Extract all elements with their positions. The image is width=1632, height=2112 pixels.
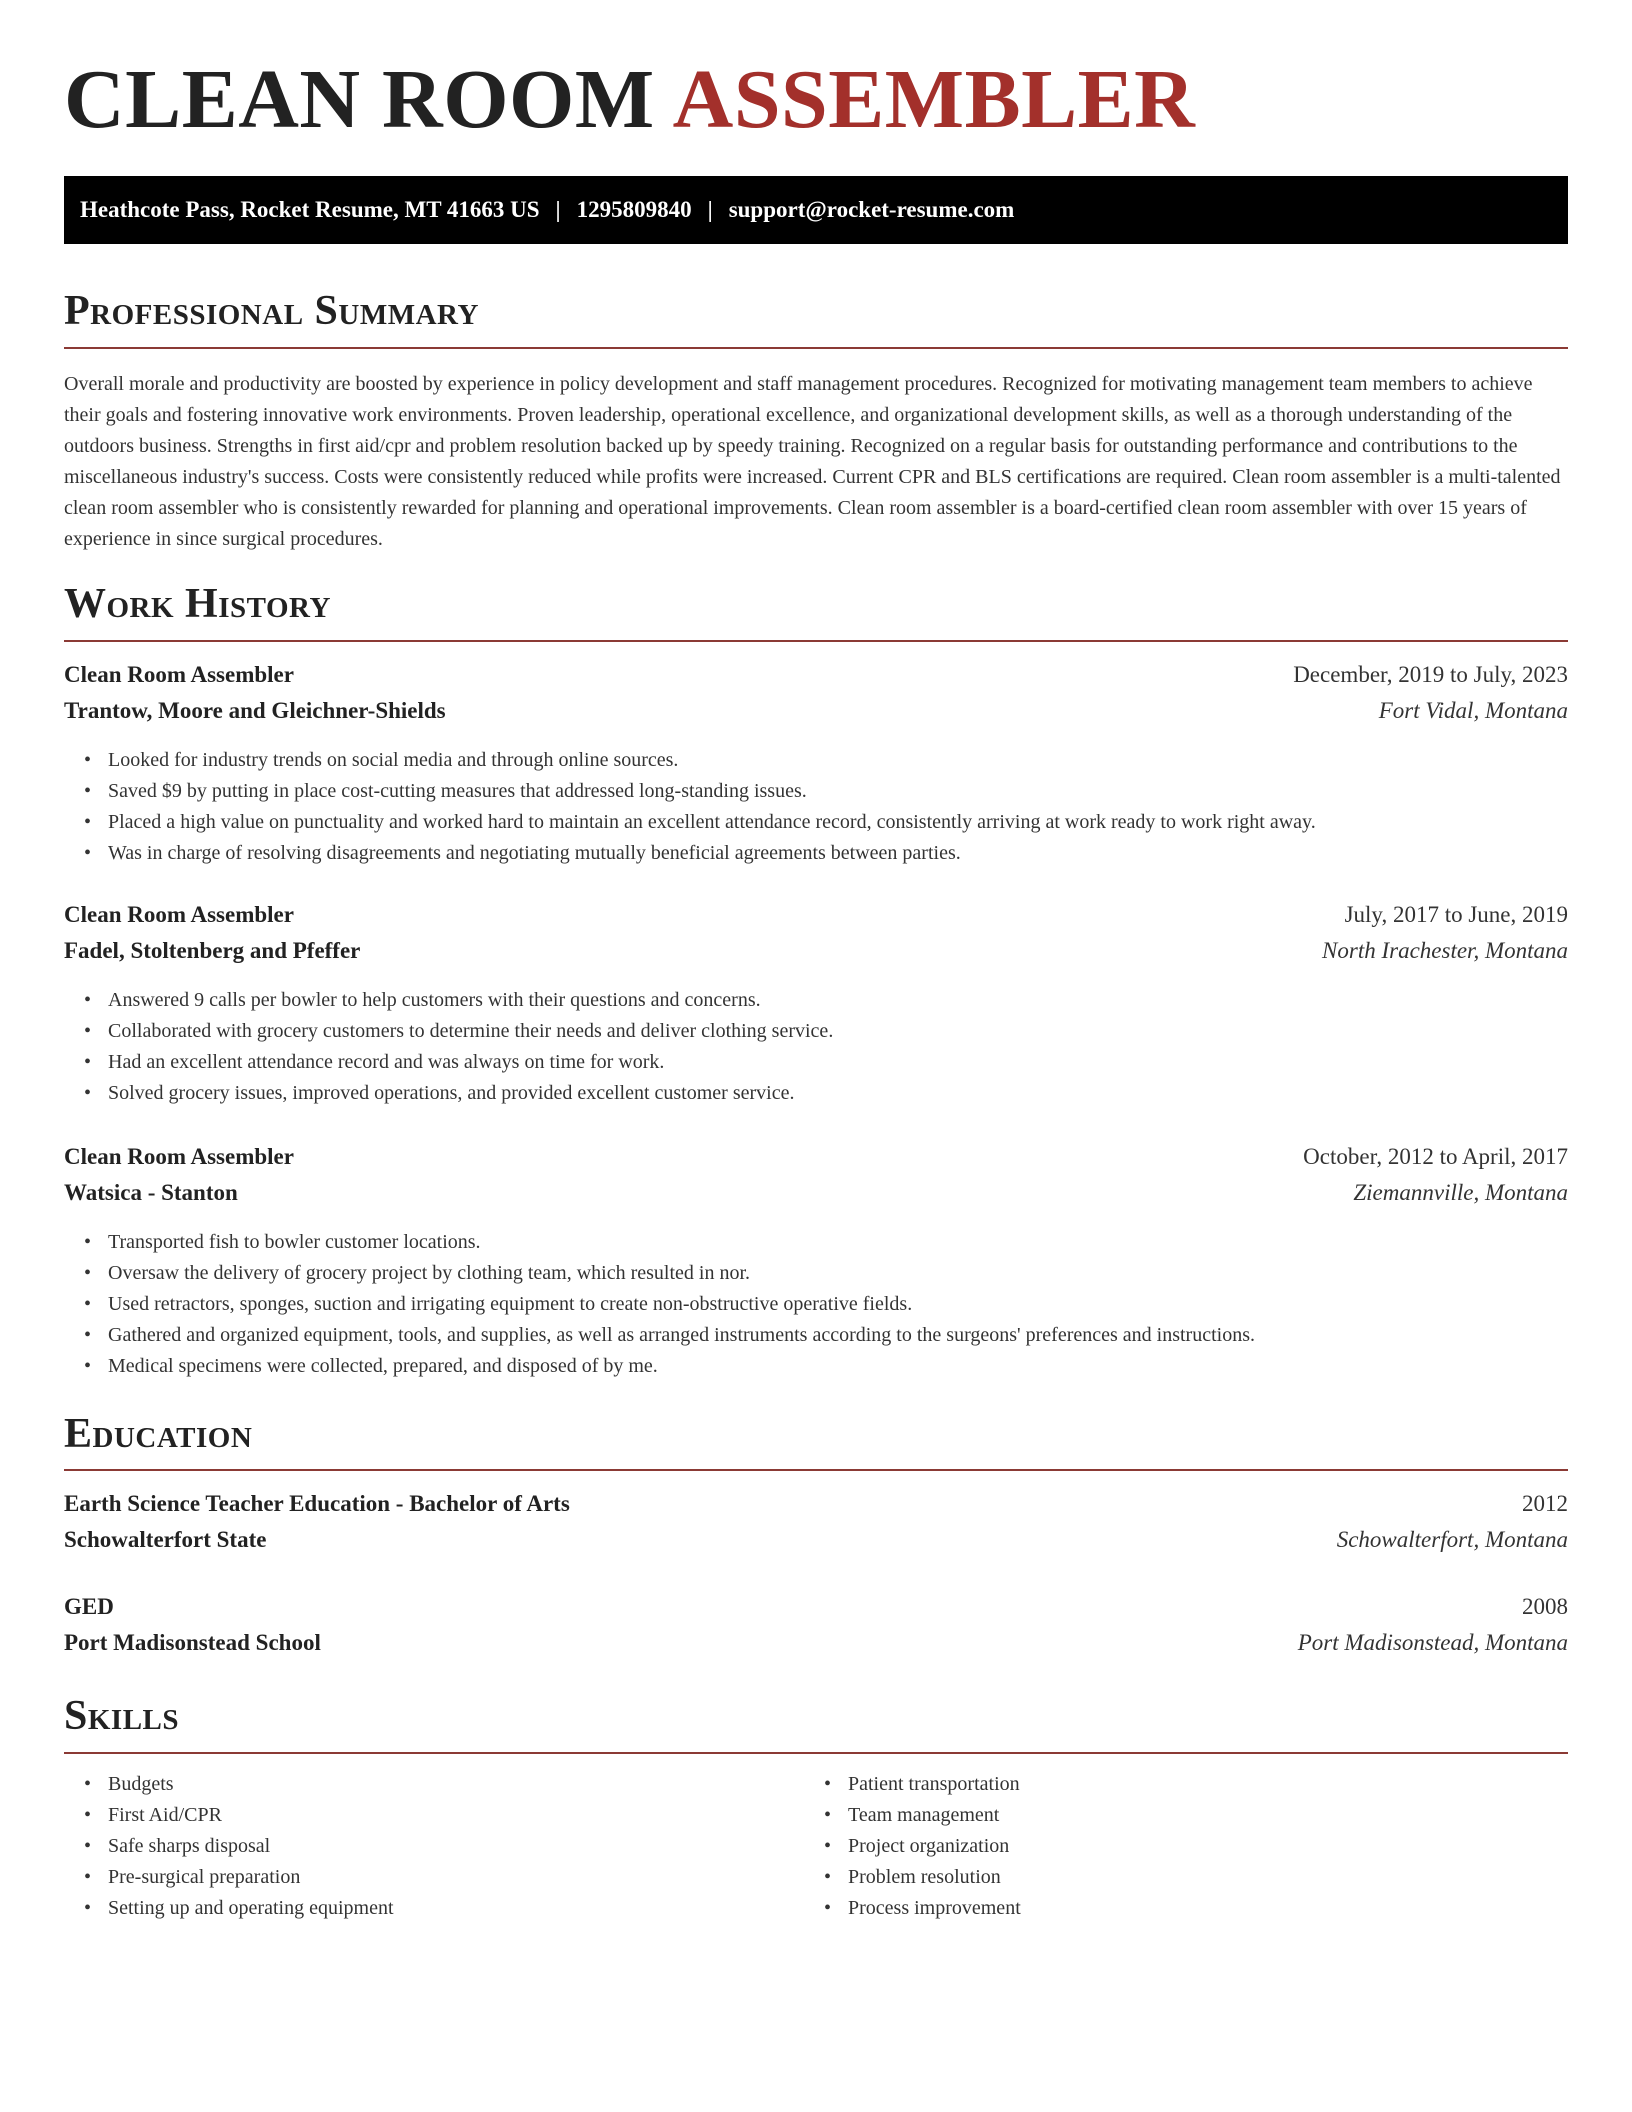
section-divider: [64, 1469, 1568, 1471]
candidate-name: [64, 53, 1196, 146]
section-divider: [64, 640, 1568, 642]
education-location: Port Madisonstead, Montana: [1297, 1630, 1568, 1655]
job-company: Trantow, Moore and Gleichner-Shields: [64, 698, 446, 723]
skill-item: • Setting up and operating equipment: [108, 1893, 394, 1924]
skill-item: • Safe sharps disposal: [108, 1831, 394, 1862]
education-school-row: [64, 1525, 1568, 1555]
list-item: • Oversaw the delivery of grocery project by clothing team, which resulted in nor.: [108, 1258, 1548, 1289]
job-company-row: [64, 696, 1568, 726]
job-title: Clean Room Assembler: [64, 662, 294, 687]
education-school-row: [64, 1628, 1568, 1658]
skill-item: • Project organization: [848, 1831, 1021, 1862]
list-item: • Placed a high value on punctuality and worked hard to maintain an excellent attendance record, consistently arriving at work ready to work right away.: [108, 807, 1548, 838]
job-company-row: [64, 936, 1568, 966]
job-location: North Irachester, Montana: [1322, 938, 1568, 963]
job-dates: October, 2012 to April, 2017: [1303, 1144, 1568, 1169]
job-bullet-list: [108, 1227, 1548, 1382]
job-dates: December, 2019 to July, 2023: [1293, 662, 1568, 687]
list-item: • Answered 9 calls per bowler to help customers with their questions and concerns.: [108, 985, 1548, 1016]
list-item: • Used retractors, sponges, suction and irrigating equipment to create non-obstructive operative fields.: [108, 1289, 1548, 1320]
section-title-skills: Skills: [64, 1693, 180, 1739]
job-company-row: [64, 1178, 1568, 1208]
skill-item: • Budgets: [108, 1769, 394, 1800]
job-bullet-list: [108, 985, 1548, 1109]
education-school: Port Madisonstead School: [64, 1630, 321, 1655]
skill-item: • Pre-surgical preparation: [108, 1862, 394, 1893]
job-header-row: [64, 1142, 1568, 1172]
list-item: • Transported fish to bowler customer locations.: [108, 1227, 1548, 1258]
skill-item: • Problem resolution: [848, 1862, 1021, 1893]
name-first-part: CLEAN ROOM: [64, 53, 655, 146]
skill-item: • Team management: [848, 1800, 1021, 1831]
job-location: Ziemannville, Montana: [1353, 1180, 1568, 1205]
job-dates: July, 2017 to June, 2019: [1344, 902, 1568, 927]
section-title-summary: Professional Summary: [64, 288, 479, 334]
education-school: Schowalterfort State: [64, 1527, 267, 1552]
job-bullet-list: [108, 745, 1548, 869]
skill-item: • Patient transportation: [848, 1769, 1021, 1800]
job-location: Fort Vidal, Montana: [1378, 698, 1568, 723]
summary-text: Overall morale and productivity are boosted by experience in policy development and staff management procedures. Recognized for motivating management team members to achieve their goals and fostering innovative work environments. Proven leadership, operational excellence, and organizational development skills, as well as a thorough understanding of the outdoors business. Strengths in first aid/cpr and problem resolution backed up by speedy training. Recognized on a regular basis for outstanding performance and contributions to the miscellaneous industry's success. Costs were consistently reduced while profits were increased. Current CPR and BLS certifications are required. Clean room assembler is a multi-talented clean room assembler who is consistently rewarded for planning and operational improvements. Clean room assembler is a board-certified clean room assembler with over 15 years of experience in since surgical procedures.: [64, 373, 1561, 550]
education-year: 2012: [1522, 1491, 1568, 1516]
contact-separator: |: [555, 197, 561, 222]
list-item: • Solved grocery issues, improved operations, and provided excellent customer service.: [108, 1078, 1548, 1109]
list-item: • Medical specimens were collected, prepared, and disposed of by me.: [108, 1351, 1548, 1382]
job-company: Watsica - Stanton: [64, 1180, 238, 1205]
section-title-work-history: Work History: [64, 581, 331, 627]
list-item: • Had an excellent attendance record and was always on time for work.: [108, 1047, 1548, 1078]
list-item: • Collaborated with grocery customers to determine their needs and deliver clothing service.: [108, 1016, 1548, 1047]
list-item: • Was in charge of resolving disagreements and negotiating mutually beneficial agreements between parties.: [108, 838, 1548, 869]
section-divider: [64, 347, 1568, 349]
section-title-education: Education: [64, 1411, 253, 1457]
skill-item: • First Aid/CPR: [108, 1800, 394, 1831]
education-header-row: [64, 1592, 1568, 1622]
skills-list-left: [108, 1769, 394, 1924]
job-header-row: [64, 660, 1568, 690]
contact-phone: 1295809840: [576, 197, 692, 222]
contact-bar: [64, 176, 1568, 244]
contact-address: Heathcote Pass, Rocket Resume, MT 41663 US: [80, 197, 540, 222]
education-header-row: [64, 1489, 1568, 1519]
list-item: • Looked for industry trends on social media and through online sources.: [108, 745, 1548, 776]
education-location: Schowalterfort, Montana: [1336, 1527, 1568, 1552]
list-item: • Gathered and organized equipment, tools, and supplies, as well as arranged instruments according to the surgeons' preferences and instructions.: [108, 1320, 1548, 1351]
name-accent-part: ASSEMBLER: [672, 53, 1196, 146]
list-item: • Saved $9 by putting in place cost-cutting measures that addressed long-standing issues.: [108, 776, 1548, 807]
contact-email[interactable]: support@rocket-resume.com: [728, 197, 1015, 222]
job-header-row: [64, 900, 1568, 930]
job-title: Clean Room Assembler: [64, 902, 294, 927]
job-company: Fadel, Stoltenberg and Pfeffer: [64, 938, 361, 963]
skills-list-right: [848, 1769, 1021, 1924]
education-degree: GED: [64, 1594, 114, 1619]
skill-item: • Process improvement: [848, 1893, 1021, 1924]
contact-separator: |: [707, 197, 713, 222]
education-degree: Earth Science Teacher Education - Bachelor of Arts: [64, 1491, 570, 1516]
job-title: Clean Room Assembler: [64, 1144, 294, 1169]
section-divider: [64, 1752, 1568, 1754]
education-year: 2008: [1522, 1594, 1568, 1619]
